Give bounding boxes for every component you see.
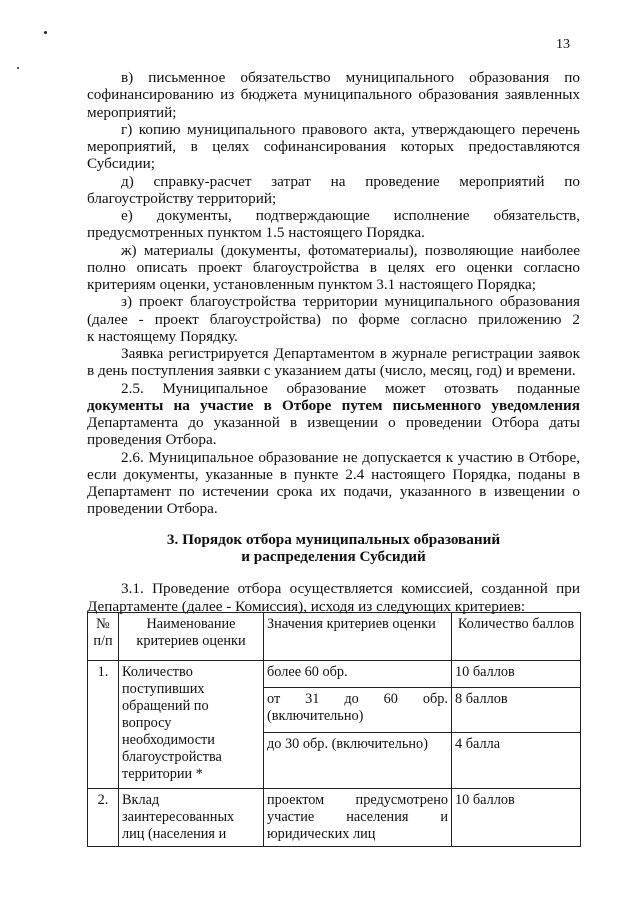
text-line: в день поступления заявки с указанием даты (число, месяц, год) и времени. <box>87 362 576 380</box>
section-intro <box>87 580 580 615</box>
scan-speck <box>44 31 47 34</box>
text-line: Субсидии; <box>87 155 155 173</box>
table-header-row <box>88 613 581 661</box>
text-line: благоустройству территорий; <box>87 189 277 207</box>
text-line: ж) материалы (документы, фотоматериалы), позволяющие наиболее <box>121 241 580 259</box>
scan-speck <box>17 67 19 69</box>
table-row <box>88 661 581 688</box>
intro-line: Департаменте (далее - Комиссия), исходя из следующих критериев: <box>87 597 526 615</box>
row-value: более 60 обр. <box>264 661 452 688</box>
text-line: софинансированию из бюджета муниципального образования заявленных <box>87 86 580 104</box>
text-line: 2.6. Муниципальное образование не допускается к участию в Отборе, <box>121 448 580 466</box>
text-line: документы на участие в Отборе путем письменного уведомления <box>87 396 580 414</box>
row-value: проектом предусмотрено участие населения и юридических лиц <box>264 789 452 847</box>
text-line: проведении Отбора. <box>87 500 218 518</box>
section-heading <box>87 531 580 566</box>
row-score: 8 баллов <box>452 688 581 733</box>
text-line: 2.5. Муниципальное образование может отозвать поданные <box>121 379 580 397</box>
table-row <box>88 789 581 847</box>
row-score: 10 баллов <box>452 789 581 847</box>
row-value: до 30 обр. (включительно) <box>264 733 452 789</box>
row-criterion: Количество поступивших обращений по вопросу необходимости благоустройства территории * <box>119 661 264 789</box>
text-line: мероприятий; <box>87 103 177 121</box>
text-line: предусмотренных пунктом 1.5 настоящего Порядка. <box>87 224 425 242</box>
row-value: от 31 до 60 обр. (включительно) <box>264 688 452 733</box>
header-score: Количество баллов <box>452 613 581 661</box>
text-line: к настоящему Порядку. <box>87 327 238 345</box>
text-line: в) письменное обязательство муниципального образования по <box>121 69 580 86</box>
text-line: Департамент по истечении срока их подачи, указанного в извещении о <box>87 483 580 500</box>
header-criterion: Наименование критериев оценки <box>119 613 264 661</box>
text-line: Департамента до указанной в извещении о проведении Отбора даты <box>87 414 580 431</box>
row-score: 10 баллов <box>452 661 581 688</box>
text-line: з) проект благоустройства территории муниципального образования <box>121 293 580 311</box>
header-values: Значения критериев оценки <box>264 613 452 661</box>
row-score: 4 балла <box>452 733 581 789</box>
section-heading-line: и распределения Субсидий <box>241 548 426 566</box>
text-line: если документы, указанные в пункте 2.4 настоящего Порядка, поданы в <box>87 465 580 483</box>
text-line: (далее - проект благоустройства) по форме согласно приложению 2 <box>87 310 580 328</box>
text-line: критериям оценки, установленным пунктом 3.1 настоящего Порядка; <box>87 276 537 293</box>
criteria-table <box>87 612 581 847</box>
text-line: полно описать проект благоустройства в целях его оценки согласно <box>87 258 580 276</box>
section-heading-line: 3. Порядок отбора муниципальных образований <box>166 531 501 548</box>
row-criterion: Вклад заинтересованных лиц (населения и <box>119 789 264 847</box>
text-line: Заявка регистрируется Департаментом в журнале регистрации заявок <box>121 345 580 362</box>
page-number: 13 <box>556 37 570 52</box>
text-line: проведения Отбора. <box>87 431 217 449</box>
text-line: мероприятий, в целях софинансирования которых предоставляются <box>87 138 580 155</box>
intro-line: 3.1. Проведение отбора осуществляется комиссией, созданной при <box>121 580 580 597</box>
text-line: д) справку-расчет затрат на проведение мероприятий по <box>121 172 580 190</box>
body-text <box>87 69 580 518</box>
text-line: е) документы, подтверждающие исполнение обязательств, <box>121 207 580 224</box>
header-num: № п/п <box>88 613 119 661</box>
row-num: 1. <box>88 661 119 789</box>
row-num: 2. <box>88 789 119 847</box>
text-line: г) копию муниципального правового акта, утверждающего перечень <box>121 120 580 138</box>
